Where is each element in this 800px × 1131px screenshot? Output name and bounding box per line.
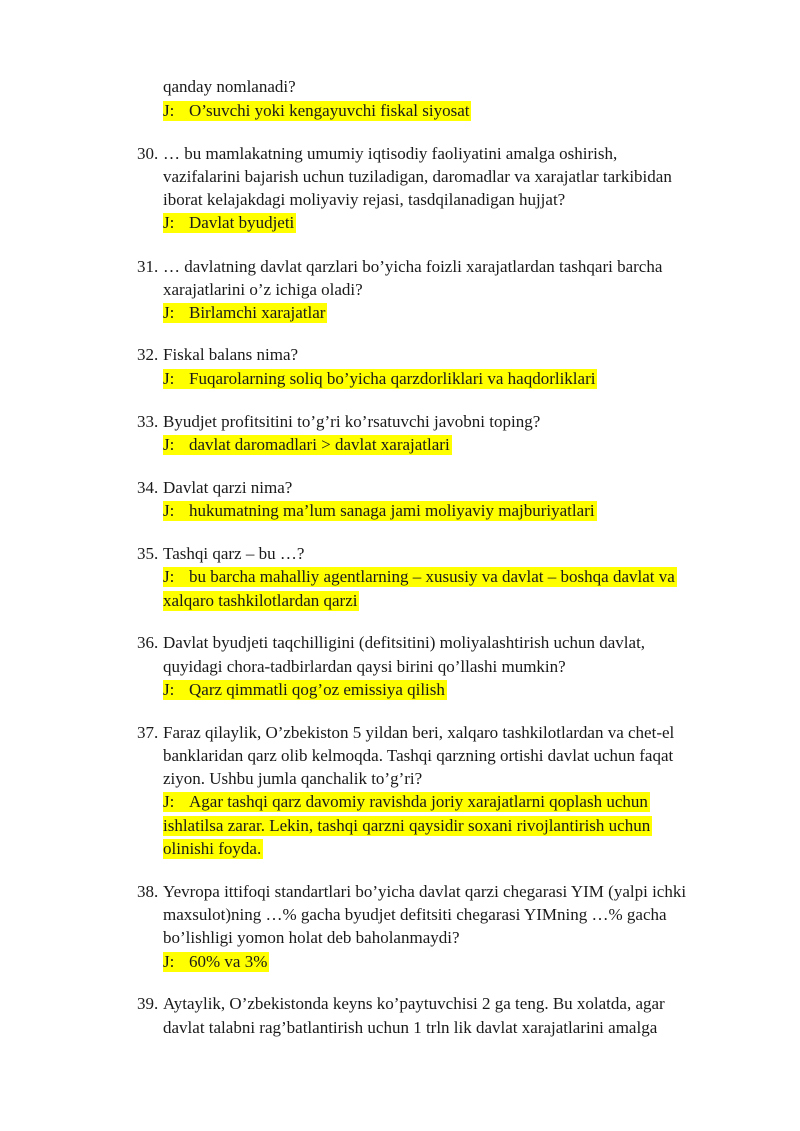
question-number: 38. bbox=[137, 882, 159, 901]
answer bbox=[163, 434, 452, 456]
answer-label: J: bbox=[163, 501, 175, 520]
question-line: Aytaylik, O’zbekistonda keyns ko’paytuvchisi 2 ga teng. Bu xolatda, agar bbox=[163, 994, 665, 1013]
question-line: … davlatning davlat qarzlari bo’yicha foizli xarajatlardan tashqari barcha bbox=[163, 257, 663, 276]
answer-text: Davlat byudjeti bbox=[189, 213, 295, 232]
question-line: quyidagi chora-tadbirlardan qaysi birini qo’llashi mumkin? bbox=[163, 657, 566, 676]
answer-text: hukumatning ma’lum sanaga jami moliyaviy majburiyatlari bbox=[189, 501, 595, 520]
answer-continuation bbox=[163, 815, 652, 837]
answer bbox=[163, 566, 677, 588]
question-line: davlat talabni rag’batlantirish uchun 1 trln lik davlat xarajatlarini amalga bbox=[163, 1018, 658, 1037]
question-number: 34. bbox=[137, 478, 159, 497]
question-line: Davlat byudjeti taqchilligini (defitsitini) moliyalashtirish uchun davlat, bbox=[163, 633, 646, 652]
question-number: 32. bbox=[137, 345, 159, 364]
answer-label: J: bbox=[163, 213, 175, 232]
question-number: 31. bbox=[137, 257, 159, 276]
question-number: 36. bbox=[137, 633, 159, 652]
question-line: … bu mamlakatning umumiy iqtisodiy faoliyatini amalga oshirish, bbox=[163, 144, 618, 163]
answer bbox=[163, 212, 296, 234]
answer-label: J: bbox=[163, 435, 175, 454]
question-line: Yevropa ittifoqi standartlari bo’yicha davlat qarzi chegarasi YIM (yalpi ichki bbox=[163, 882, 687, 901]
answer-text: bu barcha mahalliy agentlarning – xususiy va davlat – boshqa davlat va bbox=[189, 567, 675, 586]
answer bbox=[163, 368, 597, 390]
answer-text: ishlatilsa zarar. Lekin, tashqi qarzni qaysidir soxani rivojlantirish uchun bbox=[163, 816, 651, 835]
question-line: qanday nomlanadi? bbox=[163, 77, 296, 96]
answer-continuation bbox=[163, 590, 359, 612]
question-line: vazifalarini bajarish uchun tuziladigan, daromadlar va xarajatlar tarkibidan bbox=[163, 167, 672, 186]
answer-text: xalqaro tashkilotlardan qarzi bbox=[163, 591, 358, 610]
answer-label: J: bbox=[163, 369, 175, 388]
answer-label: J: bbox=[163, 303, 175, 322]
answer-label: J: bbox=[163, 680, 175, 699]
answer-label: J: bbox=[163, 567, 175, 586]
question-line: banklaridan qarz olib kelmoqda. Tashqi qarzning ortishi davlat uchun faqat bbox=[163, 746, 674, 765]
question-number: 33. bbox=[137, 412, 159, 431]
question-line: Fiskal balans nima? bbox=[163, 345, 299, 364]
answer-text: 60% va 3% bbox=[189, 952, 268, 971]
answer-text: Birlamchi xarajatlar bbox=[189, 303, 326, 322]
answer bbox=[163, 302, 327, 324]
answer bbox=[163, 100, 471, 122]
question-number: 30. bbox=[137, 144, 159, 163]
question-line: ziyon. Ushbu jumla qanchalik to’g’ri? bbox=[163, 769, 423, 788]
question-number: 35. bbox=[137, 544, 159, 563]
question-line: maxsulot)ning …% gacha byudjet defitsiti chegarasi YIMning …% gacha bbox=[163, 905, 667, 924]
answer-text: Fuqarolarning soliq bo’yicha qarzdorliklari va haqdorliklari bbox=[189, 369, 596, 388]
answer bbox=[163, 500, 597, 522]
question-line: iborat kelajakdagi moliyaviy rejasi, tasdqilanadigan hujjat? bbox=[163, 190, 566, 209]
answer bbox=[163, 791, 650, 813]
answer-text: Qarz qimmatli qog’oz emissiya qilish bbox=[189, 680, 445, 699]
question-line: Faraz qilaylik, O’zbekiston 5 yildan beri, xalqaro tashkilotlardan va chet-el bbox=[163, 723, 675, 742]
answer-text: Agar tashqi qarz davomiy ravishda joriy xarajatlarni qoplash uchun bbox=[189, 792, 648, 811]
question-line: Tashqi qarz – bu …? bbox=[163, 544, 305, 563]
question-number: 37. bbox=[137, 723, 159, 742]
answer-text: olinishi foyda. bbox=[163, 839, 262, 858]
answer-continuation bbox=[163, 838, 263, 860]
answer-text: O’suvchi yoki kengayuvchi fiskal siyosat bbox=[189, 101, 470, 120]
answer-label: J: bbox=[163, 792, 175, 811]
answer-label: J: bbox=[163, 101, 175, 120]
answer bbox=[163, 679, 447, 701]
answer bbox=[163, 951, 269, 973]
answer-text: davlat daromadlari > davlat xarajatlari bbox=[189, 435, 450, 454]
question-line: Davlat qarzi nima? bbox=[163, 478, 293, 497]
question-line: bo’lishligi yomon holat deb baholanmaydi? bbox=[163, 928, 460, 947]
question-line: xarajatlarini o’z ichiga oladi? bbox=[163, 280, 363, 299]
question-number: 39. bbox=[137, 994, 159, 1013]
question-line: Byudjet profitsitini to’g’ri ko’rsatuvchi javobni toping? bbox=[163, 412, 541, 431]
answer-label: J: bbox=[163, 952, 175, 971]
